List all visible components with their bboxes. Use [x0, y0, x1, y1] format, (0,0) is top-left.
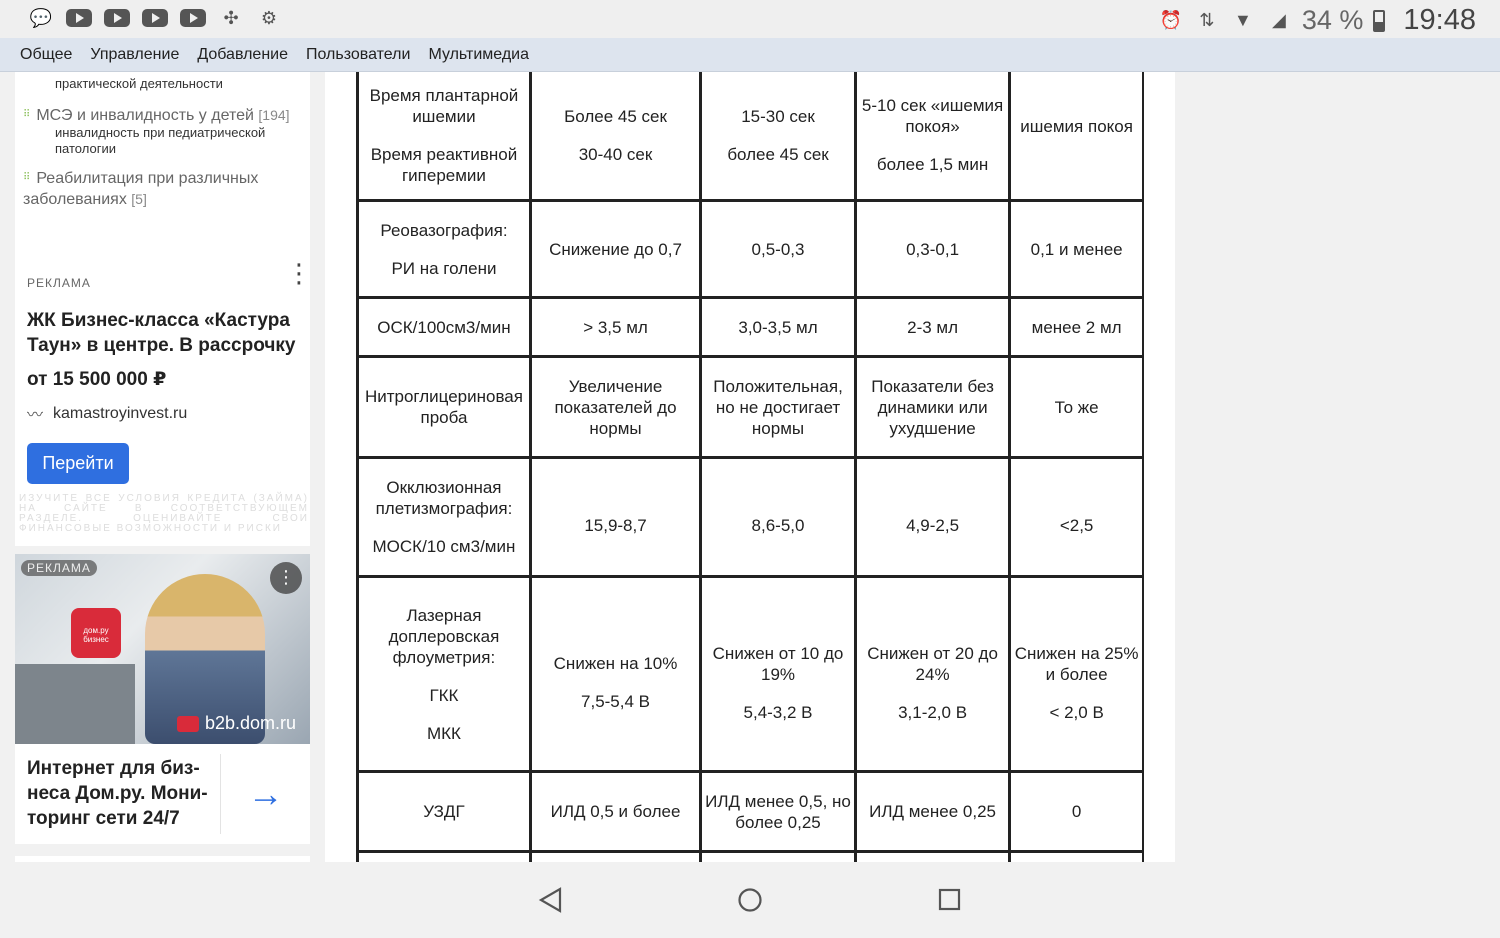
cell-text: Реовазография:: [380, 220, 508, 240]
table-row: [358, 298, 1144, 357]
cell-text: ОСК/100см3/мин: [377, 317, 511, 337]
cell-text: 5-10 сек «ишемия покоя»: [861, 96, 1004, 136]
diagnostics-table: [356, 72, 1144, 862]
cell-text: более 45 сек: [727, 144, 829, 164]
home-icon[interactable]: [737, 887, 763, 913]
system-nav-bar: [0, 862, 1500, 938]
table-row: [358, 852, 1144, 863]
right-background: [1175, 72, 1500, 862]
table-cell: [530, 852, 700, 863]
table-cell: [855, 72, 1009, 201]
wifi-icon: ▼: [1233, 10, 1252, 30]
cell-text: Снижен на 25% и более: [1014, 643, 1139, 684]
cell-text: 15-30 сек: [741, 106, 815, 126]
table-row: [358, 458, 1144, 577]
left-sidebar: [0, 72, 325, 862]
cell-text: ИЛД менее 0,5, но более 0,25: [705, 791, 851, 832]
clock: 19:48: [1403, 4, 1476, 36]
data-icon: ⇅: [1199, 10, 1215, 30]
table-cell: [358, 72, 531, 201]
ad-title[interactable]: ЖК Бизнес-класса «Кастура Таун» в центре. В рассрочку: [27, 310, 296, 356]
ad-price: от 15 500 000 ₽: [27, 369, 167, 390]
table-row: [358, 72, 1144, 201]
cell-text: 0,5-0,3: [751, 239, 805, 259]
table-cell: [358, 201, 531, 298]
cell-text: 0,3-0,1: [906, 239, 960, 259]
ad-image[interactable]: [15, 554, 310, 744]
table-cell: [855, 577, 1009, 772]
ad-brand: b2b.dom.ru: [177, 713, 296, 734]
table-cell: [530, 577, 700, 772]
cell-text: 5,4-3,2 В: [743, 702, 813, 722]
table-row: [358, 357, 1144, 458]
table-cell: [530, 458, 700, 577]
ad-label: РЕКЛАМА: [27, 276, 91, 290]
ad-disclaimer: ИЗУЧИТЕ ВСЕ УСЛОВИЯ КРЕДИТА (ЗАЙМА) НА САЙТЕ В СООТВЕТСТВУЮЩЕМ РАЗДЕЛЕ. ОЦЕНИВАЙТЕ СВОИ ФИНАНСОВЫЕ ВОЗМОЖНОСТИ И РИСКИ: [19, 493, 309, 534]
nav-item-rehab[interactable]: ⠿ Реабилитация при различных заболеваниях [5]: [23, 170, 259, 208]
table-row: [358, 577, 1144, 772]
youtube-icon: [180, 9, 206, 27]
table-cell: [530, 772, 700, 852]
table-cell: [1010, 772, 1143, 852]
cell-text: РИ на голени: [391, 258, 497, 278]
table-cell: [701, 298, 856, 357]
ad-domain[interactable]: 〰 kamastroyinvest.ru: [27, 402, 187, 425]
cell-text: 0,1 и менее: [1030, 239, 1123, 259]
table-cell: [1010, 72, 1143, 201]
cell-text: более 1,5 мин: [876, 155, 989, 174]
cell-text: Снижен от 20 до 24%: [867, 643, 998, 684]
cell-text: < 2,0 В: [1049, 702, 1104, 722]
cell-text: менее 2 мл: [1031, 317, 1122, 337]
domru-logo: дом.ру бизнес: [71, 608, 121, 658]
cell-text: Увеличение показателей до нормы: [554, 376, 677, 438]
cell-text: УЗДГ: [423, 802, 465, 821]
ad-title[interactable]: Интернет для биз-неса Дом.ру. Мони-торинг сети 24/7: [27, 758, 208, 829]
chat-icon: 💬: [29, 7, 53, 28]
table-cell: [701, 772, 856, 852]
cell-text: Положительная, но не достигает нормы: [713, 376, 843, 438]
youtube-icon: [66, 9, 92, 27]
cell-text: Время реактивной гиперемии: [370, 144, 518, 185]
table-cell: [358, 298, 531, 357]
battery-icon: [1373, 10, 1385, 32]
table-cell: [530, 72, 700, 201]
signal-icon: ◢: [1271, 10, 1286, 30]
nav-subtitle: инвалидность при педиатрической патологии: [55, 125, 266, 156]
more-options-icon[interactable]: ⋮: [270, 562, 302, 594]
menu-item-users[interactable]: Пользователи: [306, 45, 411, 63]
cell-text: ГКК: [429, 685, 459, 705]
cell-text: 15,9-8,7: [584, 516, 647, 535]
arrow-right-icon[interactable]: →: [220, 754, 310, 834]
menu-item-manage[interactable]: Управление: [90, 45, 180, 63]
ad-go-button[interactable]: Перейти: [27, 443, 129, 484]
cell-text: Время плантарной ишемии: [369, 85, 519, 126]
table-cell: [530, 201, 700, 298]
ad-label: РЕКЛАМА: [21, 560, 97, 576]
table-cell: [1010, 458, 1143, 577]
laptop-shape: [15, 664, 135, 744]
cell-text: 3,0-3,5 мл: [738, 317, 818, 337]
status-bar: [0, 0, 1500, 38]
cell-text: Окклюзионная плетизмография:: [375, 478, 513, 518]
cell-text: Снижен на 10%: [553, 654, 678, 673]
table-cell: [855, 852, 1009, 863]
ad-card-realty[interactable]: [15, 256, 310, 546]
table-cell: [1010, 357, 1143, 458]
bullet-icon: ⠿: [23, 109, 31, 120]
more-options-icon[interactable]: ⋮: [286, 258, 312, 288]
cell-text: 2-3 мл: [907, 317, 959, 337]
battery-percent: 34 %: [1301, 5, 1364, 35]
table-cell: [855, 772, 1009, 852]
youtube-icon: [142, 9, 168, 27]
table-cell: [358, 357, 531, 458]
table-cell: [358, 577, 531, 772]
nav-item-mse-children[interactable]: ⠿ МСЭ и инвалидность у детей [194]: [23, 107, 290, 124]
table-cell: [1010, 852, 1143, 863]
menu-item-general[interactable]: Общее: [20, 45, 73, 63]
alarm-icon: ⏰: [1159, 10, 1183, 30]
table-cell: [701, 852, 856, 863]
domru-mini-logo: [177, 716, 199, 732]
cell-text: Показатели без динамики или ухудшение: [871, 376, 994, 438]
cell-text: 8,6-5,0: [751, 516, 805, 535]
cell-text: 0: [1071, 802, 1082, 821]
cell-text: То же: [1054, 397, 1099, 417]
table-cell: [358, 852, 531, 863]
table-cell: [701, 357, 856, 458]
cell-text: 3,1-2,0 В: [898, 702, 968, 722]
table-cell: [1010, 201, 1143, 298]
cell-text: МОСК/10 см3/мин: [372, 537, 516, 556]
menu-item-media[interactable]: Мультимедиа: [428, 45, 529, 63]
table-row: [358, 201, 1144, 298]
youtube-icon: [104, 9, 130, 27]
table-row: [358, 772, 1144, 852]
trend-icon: 〰: [27, 407, 44, 424]
table-cell: [701, 458, 856, 577]
cell-text: ИЛД менее 0,25: [869, 802, 996, 821]
recents-icon[interactable]: [938, 888, 962, 912]
menu-bar: [0, 38, 1500, 72]
content-panel: [325, 72, 1175, 862]
cell-text: МКК: [426, 723, 461, 743]
cell-text: <2,5: [1059, 516, 1094, 535]
table-cell: [701, 72, 856, 201]
ad-card-domru[interactable]: [15, 554, 310, 844]
settings-chat-icon: ⚙: [260, 7, 278, 28]
cell-text: Снижен от 10 до 19%: [712, 643, 844, 684]
table-cell: [358, 458, 531, 577]
cell-text: 7,5-5,4 В: [581, 692, 651, 711]
table-cell: [855, 357, 1009, 458]
cell-text: Нитроглицериновая проба: [364, 387, 523, 427]
table-cell: [855, 458, 1009, 577]
table-cell: [530, 357, 700, 458]
table-cell: [701, 201, 856, 298]
back-icon[interactable]: [538, 886, 564, 914]
cell-text: Лазерная доплеровская флоуметрия:: [388, 605, 500, 667]
table-cell: [1010, 298, 1143, 357]
cell-text: Более 45 сек: [564, 106, 667, 126]
bullet-icon: ⠿: [23, 172, 31, 183]
table-cell: [358, 772, 531, 852]
table-cell: [855, 298, 1009, 357]
cell-text: > 3,5 мл: [583, 317, 648, 337]
cell-text: ИЛД 0,5 и более: [550, 802, 681, 821]
table-cell: [855, 201, 1009, 298]
menu-item-add[interactable]: Добавление: [197, 45, 288, 63]
cell-text: ишемия покоя: [1020, 117, 1133, 136]
table-cell: [530, 298, 700, 357]
cell-text: Снижение до 0,7: [549, 239, 682, 259]
pinwheel-icon: ✣: [223, 7, 239, 28]
cell-text: 30-40 сек: [578, 144, 653, 164]
nav-fragment: практической деятельности: [55, 76, 223, 91]
table-cell: [701, 577, 856, 772]
table-cell: [1010, 577, 1143, 772]
cell-text: 4,9-2,5: [906, 516, 960, 535]
